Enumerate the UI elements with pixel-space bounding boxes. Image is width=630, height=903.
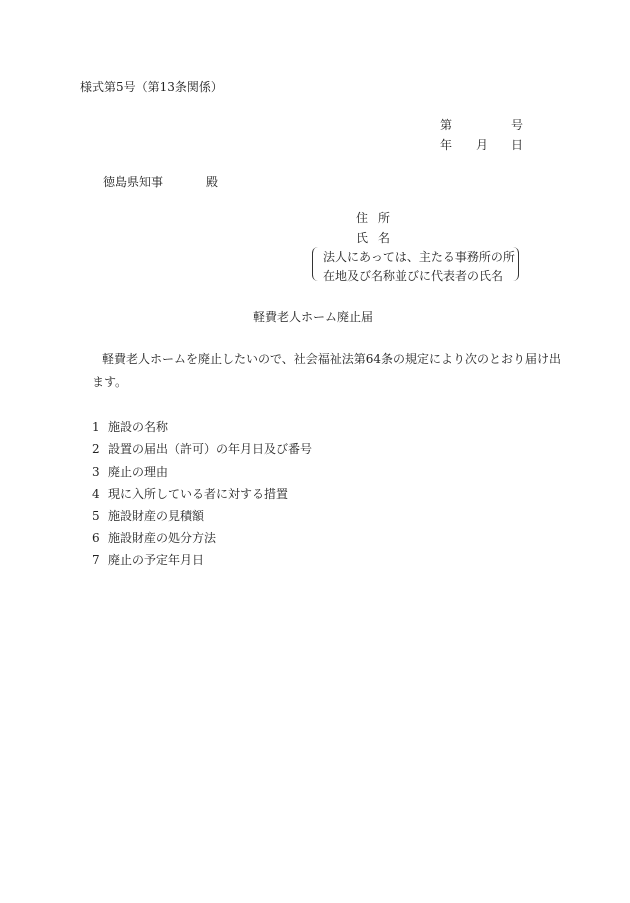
document-number-suffix: 号 <box>511 118 524 132</box>
list-item-number: 5 <box>92 509 100 523</box>
list-item-number: 2 <box>92 442 100 456</box>
date-year-label: 年 <box>440 138 453 152</box>
applicant-address-label: 住所 <box>356 211 401 225</box>
applicant-name-label: 氏名 <box>356 231 401 245</box>
list-item-text: 施設の名称 <box>108 420 169 434</box>
addressee-honorific: 殿 <box>206 175 219 189</box>
document-title: 軽費老人ホーム廃止届 <box>253 310 374 324</box>
list-item-number: 7 <box>92 553 100 567</box>
list-item-text: 設置の届出（許可）の年月日及び番号 <box>108 442 313 456</box>
corporation-note-line: 法人にあっては、主たる事務所の所 <box>323 250 515 264</box>
note-right-bracket <box>510 247 519 281</box>
form-number: 様式第5号（第13条関係） <box>80 80 223 94</box>
list-item-text: 廃止の予定年月日 <box>108 553 205 567</box>
list-item-number: 4 <box>92 487 100 501</box>
list-item-number: 1 <box>92 420 100 434</box>
note-left-bracket <box>312 247 321 281</box>
list-item-text: 現に入所している者に対する措置 <box>108 487 289 501</box>
list-item-number: 6 <box>92 531 100 545</box>
body-text-line: ます。 <box>92 375 128 389</box>
date-month-label: 月 <box>476 138 489 152</box>
list-item-number: 3 <box>92 465 100 479</box>
document-number-label: 第 <box>440 118 453 132</box>
list-item-text: 施設財産の処分方法 <box>108 531 217 545</box>
list-item <box>92 443 312 455</box>
corporation-note-line: 在地及び名称並びに代表者の氏名 <box>323 269 504 283</box>
date-day-label: 日 <box>511 138 524 152</box>
body-text-line: 軽費老人ホームを廃止したいので、社会福祉法第64条の規定により次のとおり届け出 <box>102 352 562 366</box>
list-item <box>92 510 204 522</box>
list-item <box>92 554 204 566</box>
list-item-text: 施設財産の見積額 <box>108 509 205 523</box>
list-item-text: 廃止の理由 <box>108 465 169 479</box>
list-item <box>92 466 168 478</box>
list-item <box>92 421 168 433</box>
list-item <box>92 488 288 500</box>
addressee-name: 徳島県知事 <box>103 175 164 189</box>
list-item <box>92 532 216 544</box>
